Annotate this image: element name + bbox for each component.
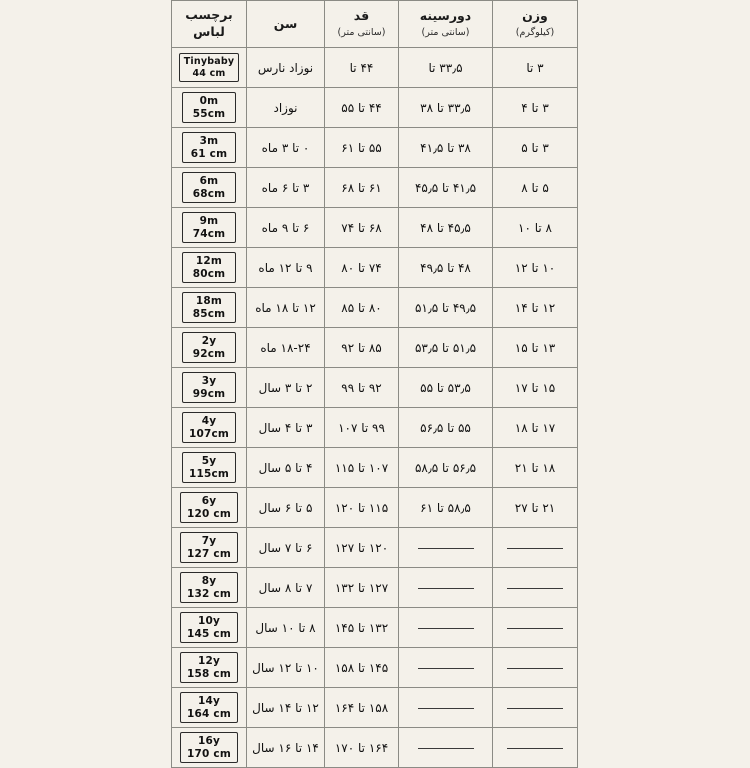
cell-chest <box>399 648 493 688</box>
table-row <box>172 128 578 168</box>
cell-age: ۷ تا ۸ سال <box>247 568 325 608</box>
cell-age: ۱۸-۲۴ ماه <box>247 328 325 368</box>
table-row <box>172 208 578 248</box>
garment-size-tag-line1: 18m <box>195 295 223 308</box>
dash-rule <box>418 708 474 709</box>
table-header-row <box>172 1 578 48</box>
garment-size-tag-line2: 120 cm <box>187 507 231 520</box>
cell-height: ۱۲۰ تا ۱۲۷ <box>325 528 399 568</box>
garment-size-tag-line1: 6m <box>199 175 219 188</box>
garment-size-tag <box>182 372 236 403</box>
garment-size-tag-line2: 145 cm <box>187 627 231 640</box>
garment-size-tag-line2: 170 cm <box>187 747 231 760</box>
cell-garment-label <box>172 688 247 728</box>
garment-size-tag-line1: 7y <box>201 535 217 548</box>
dash-rule <box>507 548 563 549</box>
garment-size-tag <box>180 572 238 603</box>
garment-size-tag <box>182 412 236 443</box>
dash-rule <box>418 748 474 749</box>
dash-rule <box>418 628 474 629</box>
table-row <box>172 288 578 328</box>
table-row <box>172 328 578 368</box>
column-header-weight-title: وزن <box>522 8 548 24</box>
cell-garment-label <box>172 208 247 248</box>
table-row <box>172 488 578 528</box>
table-row <box>172 648 578 688</box>
cell-height: ۹۲ تا ۹۹ <box>325 368 399 408</box>
garment-size-tag-line1: 5y <box>201 455 217 468</box>
cell-weight <box>493 728 578 768</box>
table-row <box>172 168 578 208</box>
cell-height: ۱۱۵ تا ۱۲۰ <box>325 488 399 528</box>
cell-weight: ۳ تا ۴ <box>493 88 578 128</box>
dash-rule <box>418 668 474 669</box>
cell-chest <box>399 568 493 608</box>
cell-age: نوزاد <box>247 88 325 128</box>
cell-weight: ۳ تا ۵ <box>493 128 578 168</box>
cell-chest: ۵۳٫۵ تا ۵۵ <box>399 368 493 408</box>
dash-rule <box>507 668 563 669</box>
column-header-label <box>172 1 247 48</box>
garment-size-tag-line1: 3m <box>199 135 219 148</box>
cell-age: ۶ تا ۹ ماه <box>247 208 325 248</box>
cell-height: ۱۶۴ تا ۱۷۰ <box>325 728 399 768</box>
cell-weight: ۵ تا ۸ <box>493 168 578 208</box>
cell-age: ۱۲ تا ۱۴ سال <box>247 688 325 728</box>
garment-size-tag-line1: 10y <box>197 615 221 628</box>
cell-garment-label <box>172 608 247 648</box>
cell-height: ۵۵ تا ۶۱ <box>325 128 399 168</box>
table-row <box>172 368 578 408</box>
dash-rule <box>507 628 563 629</box>
cell-height: ۱۴۵ تا ۱۵۸ <box>325 648 399 688</box>
cell-weight: ۸ تا ۱۰ <box>493 208 578 248</box>
column-header-height-unit: (سانتی متر) <box>337 27 386 39</box>
garment-size-tag <box>180 652 238 683</box>
garment-size-tag-line1: 2y <box>201 335 217 348</box>
cell-garment-label <box>172 568 247 608</box>
cell-garment-label <box>172 48 247 88</box>
column-header-chest-title: دورسینه <box>419 8 472 24</box>
cell-chest: ۴۱٫۵ تا ۴۵٫۵ <box>399 168 493 208</box>
garment-size-tag <box>182 452 236 483</box>
garment-size-tag <box>179 53 240 81</box>
cell-chest: ۳۳٫۵ تا ۳۸ <box>399 88 493 128</box>
garment-size-tag <box>180 692 238 723</box>
cell-weight <box>493 608 578 648</box>
table-row <box>172 248 578 288</box>
garment-size-tag-line1: 14y <box>197 695 221 708</box>
garment-size-tag-line2: 44 cm <box>192 67 226 79</box>
cell-age: نوزاد نارس <box>247 48 325 88</box>
cell-height: ۹۹ تا ۱۰۷ <box>325 408 399 448</box>
column-header-age <box>247 1 325 48</box>
garment-size-tag-line1: 8y <box>201 575 217 588</box>
cell-chest: ۵۸٫۵ تا ۶۱ <box>399 488 493 528</box>
cell-chest <box>399 688 493 728</box>
cell-weight <box>493 648 578 688</box>
cell-height: ۱۰۷ تا ۱۱۵ <box>325 448 399 488</box>
garment-size-tag-line1: 4y <box>201 415 217 428</box>
garment-size-tag-line1: 12m <box>195 255 223 268</box>
cell-garment-label <box>172 128 247 168</box>
garment-size-tag-line2: 164 cm <box>187 707 231 720</box>
garment-size-tag <box>182 132 236 163</box>
table-row <box>172 728 578 768</box>
cell-weight: ۳ تا <box>493 48 578 88</box>
cell-weight: ۱۸ تا ۲۱ <box>493 448 578 488</box>
cell-chest: ۴۹٫۵ تا ۵۱٫۵ <box>399 288 493 328</box>
table-row <box>172 528 578 568</box>
cell-chest: ۵۵ تا ۵۶٫۵ <box>399 408 493 448</box>
cell-chest: ۴۵٫۵ تا ۴۸ <box>399 208 493 248</box>
table-row <box>172 408 578 448</box>
cell-weight <box>493 568 578 608</box>
cell-height: ۴۴ تا <box>325 48 399 88</box>
cell-chest <box>399 728 493 768</box>
garment-size-tag-line2: 80cm <box>192 267 226 280</box>
cell-age: ۵ تا ۶ سال <box>247 488 325 528</box>
cell-height: ۱۲۷ تا ۱۳۲ <box>325 568 399 608</box>
cell-weight: ۱۳ تا ۱۵ <box>493 328 578 368</box>
garment-size-tag <box>180 532 238 563</box>
cell-height: ۶۱ تا ۶۸ <box>325 168 399 208</box>
garment-size-tag-line2: 68cm <box>192 187 226 200</box>
cell-chest: ۵۱٫۵ تا ۵۳٫۵ <box>399 328 493 368</box>
column-header-height <box>325 1 399 48</box>
garment-size-tag-line2: 127 cm <box>187 547 231 560</box>
cell-garment-label <box>172 248 247 288</box>
cell-height: ۸۵ تا ۹۲ <box>325 328 399 368</box>
dash-rule <box>507 708 563 709</box>
table-row <box>172 688 578 728</box>
column-header-chest-unit: (سانتی متر) <box>421 27 470 39</box>
garment-size-tag-line1: 0m <box>199 95 219 108</box>
cell-garment-label <box>172 328 247 368</box>
column-header-height-title: قد <box>353 8 370 24</box>
garment-size-tag-line1: 12y <box>197 655 221 668</box>
cell-garment-label <box>172 728 247 768</box>
cell-age: ۳ تا ۶ ماه <box>247 168 325 208</box>
cell-garment-label <box>172 88 247 128</box>
dash-rule <box>507 748 563 749</box>
cell-garment-label <box>172 648 247 688</box>
cell-garment-label <box>172 288 247 328</box>
cell-chest: ۵۶٫۵ تا ۵۸٫۵ <box>399 448 493 488</box>
column-header-weight <box>493 1 578 48</box>
cell-garment-label <box>172 168 247 208</box>
garment-size-tag-line2: 61 cm <box>190 147 228 160</box>
garment-size-tag-line2: 132 cm <box>187 587 231 600</box>
garment-size-tag-line2: 55cm <box>192 107 226 120</box>
cell-age: ۴ تا ۵ سال <box>247 448 325 488</box>
garment-size-tag <box>182 92 236 123</box>
garment-size-tag-line2: 99cm <box>192 387 226 400</box>
garment-size-tag <box>182 212 236 243</box>
garment-size-tag <box>182 292 236 323</box>
cell-weight: ۲۱ تا ۲۷ <box>493 488 578 528</box>
cell-garment-label <box>172 448 247 488</box>
cell-garment-label <box>172 408 247 448</box>
table-row <box>172 48 578 88</box>
cell-age: ۲ تا ۳ سال <box>247 368 325 408</box>
garment-size-tag <box>180 492 238 523</box>
cell-height: ۸۰ تا ۸۵ <box>325 288 399 328</box>
garment-size-tag-line1: 6y <box>201 495 217 508</box>
cell-garment-label <box>172 488 247 528</box>
dash-rule <box>418 548 474 549</box>
cell-age: ۱۲ تا ۱۸ ماه <box>247 288 325 328</box>
garment-size-tag <box>182 172 236 203</box>
cell-age: ۸ تا ۱۰ سال <box>247 608 325 648</box>
cell-weight <box>493 528 578 568</box>
cell-chest: ۴۸ تا ۴۹٫۵ <box>399 248 493 288</box>
cell-weight: ۱۷ تا ۱۸ <box>493 408 578 448</box>
size-chart-container <box>172 0 578 760</box>
garment-size-tag-line2: 92cm <box>192 347 226 360</box>
column-header-label-title: برچسب لباس <box>185 7 233 39</box>
garment-size-tag-line1: Tinybaby <box>183 56 235 68</box>
cell-height: ۴۴ تا ۵۵ <box>325 88 399 128</box>
garment-size-tag-line2: 74cm <box>192 227 226 240</box>
cell-chest: ۳۳٫۵ تا <box>399 48 493 88</box>
garment-size-tag <box>182 252 236 283</box>
size-chart-table <box>171 0 578 768</box>
cell-height: ۱۵۸ تا ۱۶۴ <box>325 688 399 728</box>
cell-garment-label <box>172 368 247 408</box>
cell-age: ۳ تا ۴ سال <box>247 408 325 448</box>
dash-rule <box>418 588 474 589</box>
cell-age: ۱۴ تا ۱۶ سال <box>247 728 325 768</box>
cell-height: ۶۸ تا ۷۴ <box>325 208 399 248</box>
cell-chest <box>399 528 493 568</box>
garment-size-tag-line2: 107cm <box>188 427 230 440</box>
garment-size-tag-line2: 85cm <box>192 307 226 320</box>
table-header <box>172 1 578 48</box>
cell-chest <box>399 608 493 648</box>
cell-weight: ۱۲ تا ۱۴ <box>493 288 578 328</box>
table-row <box>172 568 578 608</box>
cell-age: ۹ تا ۱۲ ماه <box>247 248 325 288</box>
cell-weight: ۱۰ تا ۱۲ <box>493 248 578 288</box>
column-header-weight-unit: (کیلوگرم) <box>515 27 555 39</box>
garment-size-tag <box>180 732 238 763</box>
table-row <box>172 448 578 488</box>
cell-weight: ۱۵ تا ۱۷ <box>493 368 578 408</box>
garment-size-tag-line2: 115cm <box>188 467 230 480</box>
garment-size-tag-line1: 3y <box>201 375 217 388</box>
cell-age: ۶ تا ۷ سال <box>247 528 325 568</box>
table-body <box>172 48 578 768</box>
cell-age: ۰ تا ۳ ماه <box>247 128 325 168</box>
garment-size-tag-line1: 16y <box>197 735 221 748</box>
column-header-age-title: سن <box>273 15 298 31</box>
column-header-chest <box>399 1 493 48</box>
cell-age: ۱۰ تا ۱۲ سال <box>247 648 325 688</box>
cell-height: ۷۴ تا ۸۰ <box>325 248 399 288</box>
garment-size-tag <box>180 612 238 643</box>
garment-size-tag-line2: 158 cm <box>187 667 231 680</box>
dash-rule <box>507 588 563 589</box>
garment-size-tag-line1: 9m <box>199 215 219 228</box>
garment-size-tag <box>182 332 236 363</box>
table-row <box>172 608 578 648</box>
cell-weight <box>493 688 578 728</box>
table-row <box>172 88 578 128</box>
cell-height: ۱۳۲ تا ۱۴۵ <box>325 608 399 648</box>
cell-chest: ۳۸ تا ۴۱٫۵ <box>399 128 493 168</box>
cell-garment-label <box>172 528 247 568</box>
